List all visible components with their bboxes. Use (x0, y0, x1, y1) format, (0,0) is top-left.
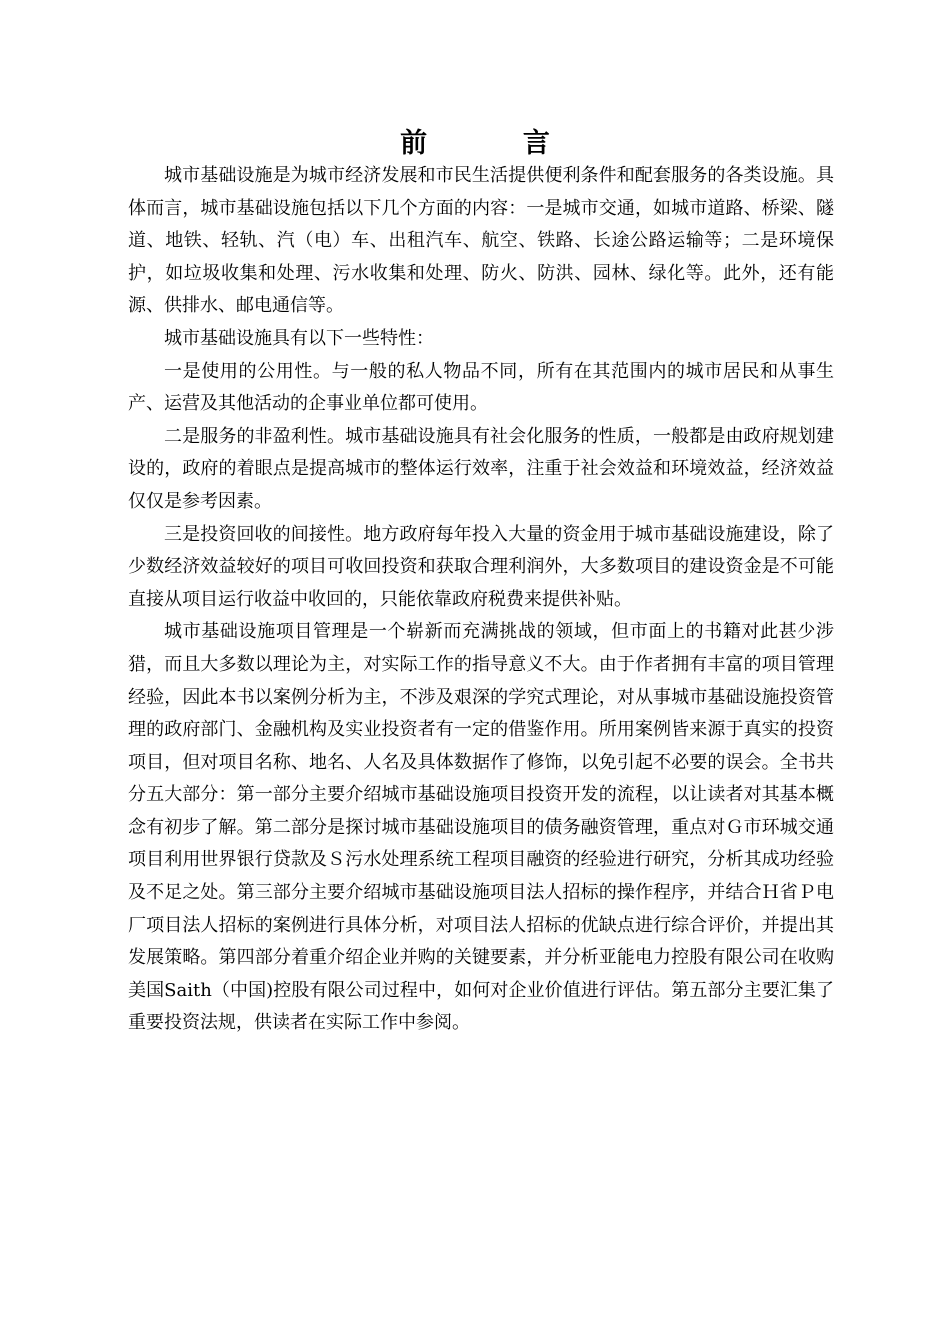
paragraph-book-overview: 城市基础设施项目管理是一个崭新而充满挑战的领域，但市面上的书籍对此甚少涉猎，而且大多数以理论为主，对实际工作的指导意义不大。由于作者拥有丰富的项目管理经验，因此本书以案例分析为主，不涉及艰深的学究式理论，对从事城市基础设施投资管理的政府部门、金融机构及实业投资者有一定的借鉴作用。所用案例皆来源于真实的投资项目，但对项目名称、地名、人名及具体数据作了修饰，以免引起不必要的误会。全书共分五大部分：第一部分主要介绍城市基础设施项目投资开发的流程，以让读者对其基本概念有初步了解。第二部分是探讨城市基础设施项目的债务融资管理，重点对Ｇ市环城交通项目利用世界银行贷款及Ｓ污水处理系统工程项目融资的经验进行研究，分析其成功经验及不足之处。第三部分主要介绍城市基础设施项目法人招标的操作程序，并结合Ｈ省Ｐ电厂项目法人招标的案例进行具体分析，对项目法人招标的优缺点进行综合评价，并提出其发展策略。第四部分着重介绍企业并购的关键要素，并分析亚能电力控股有限公司在收购美国Saith（中国)控股有限公司过程中，如何对企业价值进行评估。第五部分主要汇集了重要投资法规，供读者在实际工作中参阅。 (128, 621, 834, 1034)
paragraph-intro: 城市基础设施是为城市经济发展和市民生活提供便利条件和配套服务的各类设施。具体而言，城市基础设施包括以下几个方面的内容：一是城市交通，如城市道路、桥梁、隧道、地铁、轻轨、汽（电）车、出租汽车、航空、铁路、长途公路运输等；二是环境保护，如垃圾收集和处理、污水收集和处理、防火、防洪、园林、绿化等。此外，还有能源、供排水、邮电通信等。 (128, 165, 834, 317)
page-title: 前 言 (400, 128, 594, 159)
paragraph-indirect-return: 三是投资回收的间接性。地方政府每年投入大量的资金用于城市基础设施建设，除了少数经济效益较好的项目可收回投资和获取合理利润外，大多数项目的建设资金是不可能直接从项目运行收益中收回的，只能依靠政府税费来提供补贴。 (128, 523, 834, 610)
paragraph-non-profit: 二是服务的非盈利性。城市基础设施具有社会化服务的性质，一般都是由政府规划建设的，政府的着眼点是提高城市的整体运行效率，注重于社会效益和环境效益，经济效益仅仅是参考因素。 (128, 425, 834, 512)
document-body (128, 160, 834, 1040)
paragraph-characteristics-heading: 城市基础设施具有以下一些特性： (164, 327, 434, 349)
paragraph-public-use: 一是使用的公用性。与一般的私人物品不同，所有在其范围内的城市居民和从事生产、运营及其他活动的企事业单位都可使用。 (128, 360, 834, 415)
